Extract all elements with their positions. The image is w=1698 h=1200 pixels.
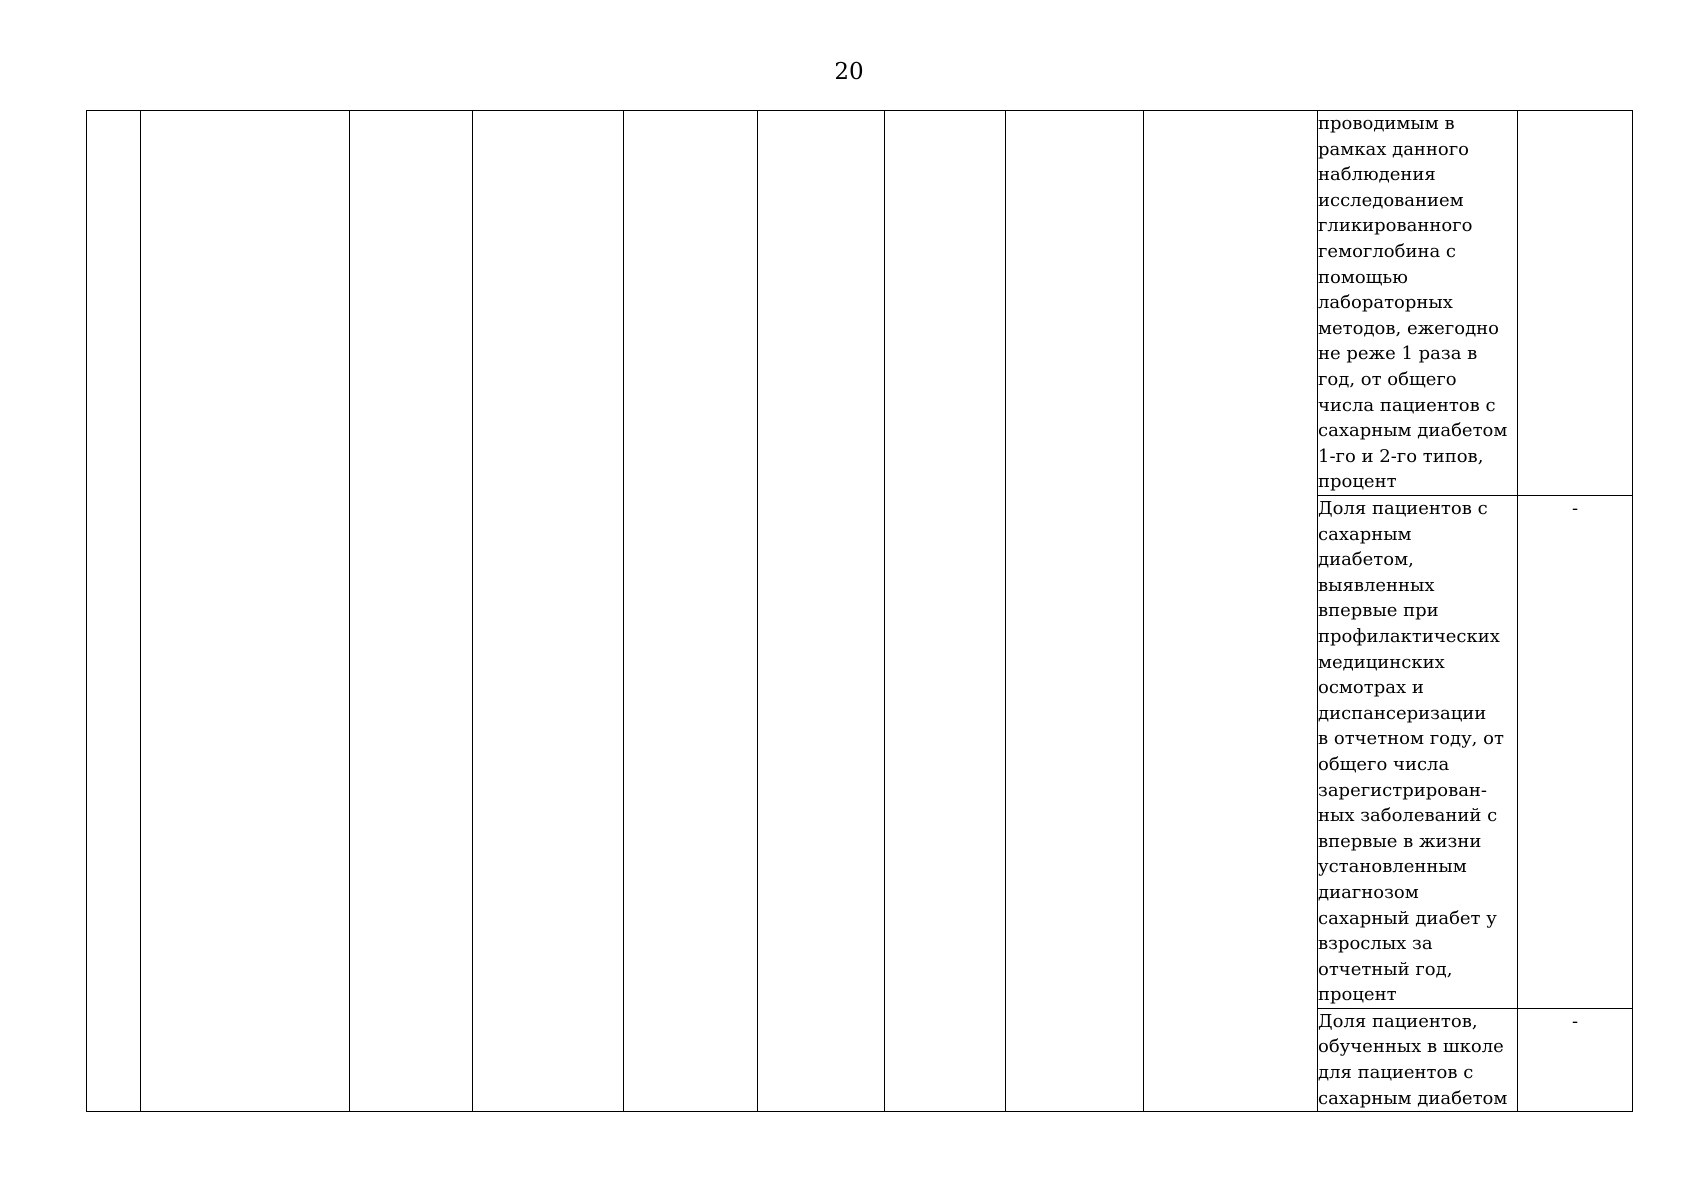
empty-cell bbox=[1144, 111, 1318, 1112]
empty-cell bbox=[624, 111, 758, 1112]
value-cell: - bbox=[1518, 496, 1633, 1009]
page-number: 20 bbox=[834, 59, 864, 85]
indicator-table bbox=[86, 110, 1633, 1112]
empty-cell bbox=[473, 111, 624, 1112]
table-row bbox=[87, 111, 1633, 496]
indicator-cell: Доля пациентов с сахарным диабетом, выявленных впервые при профилактических медицинских осмотрах и диспансеризации в отчетном году, от общего числа зарегистрирован- ных заболеваний с впервые в жизни установленным диагнозом сахарный диабет у взрослых за отчетный год, процент bbox=[1318, 496, 1518, 1009]
empty-cell bbox=[885, 111, 1006, 1112]
indicator-cell: Доля пациентов, обученных в школе для пациентов с сахарным диабетом bbox=[1318, 1008, 1518, 1111]
empty-cell bbox=[141, 111, 350, 1112]
indicator-cell: проводимым в рамках данного наблюдения исследованием гликированного гемоглобина с помощью лабораторных методов, ежегодно не реже 1 раза в год, от общего числа пациентов с сахарным диабетом 1-го и 2-го типов, процент bbox=[1318, 111, 1518, 496]
empty-cell bbox=[350, 111, 473, 1112]
empty-cell bbox=[1006, 111, 1144, 1112]
value-cell: - bbox=[1518, 1008, 1633, 1111]
empty-cell bbox=[758, 111, 885, 1112]
empty-cell bbox=[87, 111, 141, 1112]
value-cell bbox=[1518, 111, 1633, 496]
